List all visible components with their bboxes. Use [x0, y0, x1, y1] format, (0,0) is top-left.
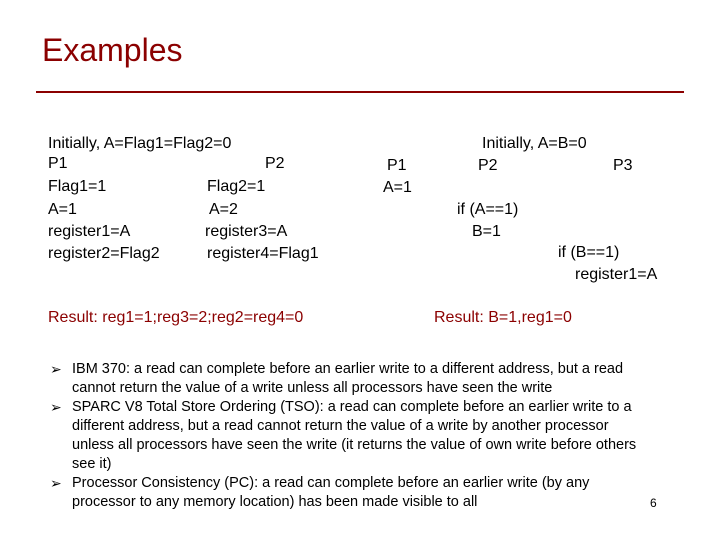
left-p1-line: A=1 [48, 201, 77, 218]
left-p2-line: A=2 [209, 201, 238, 218]
title-divider [36, 91, 684, 93]
arrow-bullet-icon: ➢ [50, 361, 62, 377]
bullet-list [48, 360, 654, 512]
right-p2-line: if (A==1) [457, 201, 519, 218]
bullet-item [48, 398, 654, 474]
right-p3-line: if (B==1) [558, 244, 620, 261]
slide-title: Examples [42, 32, 183, 68]
arrow-bullet-icon: ➢ [50, 399, 62, 415]
left-result: Result: reg1=1;reg3=2;reg2=reg4=0 [48, 309, 304, 326]
left-p1-label: P1 [48, 155, 68, 172]
bullet-text: SPARC V8 Total Store Ordering (TSO): a read can complete before an earlier write to a different address, but a read cannot return the value of a write by another processor unless all processors have seen the write (it returns the value of own write before others see it) [72, 399, 637, 472]
right-p2-label: P2 [478, 157, 498, 174]
left-initial-condition: Initially, A=Flag1=Flag2=0 [48, 135, 232, 152]
right-p3-line: register1=A [575, 266, 658, 283]
bullet-item [48, 360, 654, 398]
right-p3-label: P3 [613, 157, 633, 174]
bullet-item [48, 474, 654, 512]
right-result: Result: B=1,reg1=0 [434, 309, 572, 326]
right-p1-line: A=1 [383, 179, 412, 196]
left-p1-line: register2=Flag2 [48, 245, 160, 262]
left-p1-line: Flag1=1 [48, 178, 107, 195]
left-p2-line: register4=Flag1 [207, 245, 319, 262]
arrow-bullet-icon: ➢ [50, 475, 62, 491]
bullet-text: Processor Consistency (PC): a read can complete before an earlier write (by any processor to any memory location) has been made visible to all [72, 475, 590, 510]
left-p2-label: P2 [265, 155, 285, 172]
bullet-text: IBM 370: a read can complete before an earlier write to a different address, but a read cannot return the value of a write unless all processors have seen the write [72, 361, 624, 396]
left-p2-line: register3=A [205, 223, 288, 240]
left-p2-line: Flag2=1 [207, 178, 266, 195]
left-p1-line: register1=A [48, 223, 131, 240]
right-p1-label: P1 [387, 157, 407, 174]
right-p2-line: B=1 [472, 223, 501, 240]
right-initial-condition: Initially, A=B=0 [482, 135, 587, 152]
page-number: 6 [650, 496, 657, 510]
